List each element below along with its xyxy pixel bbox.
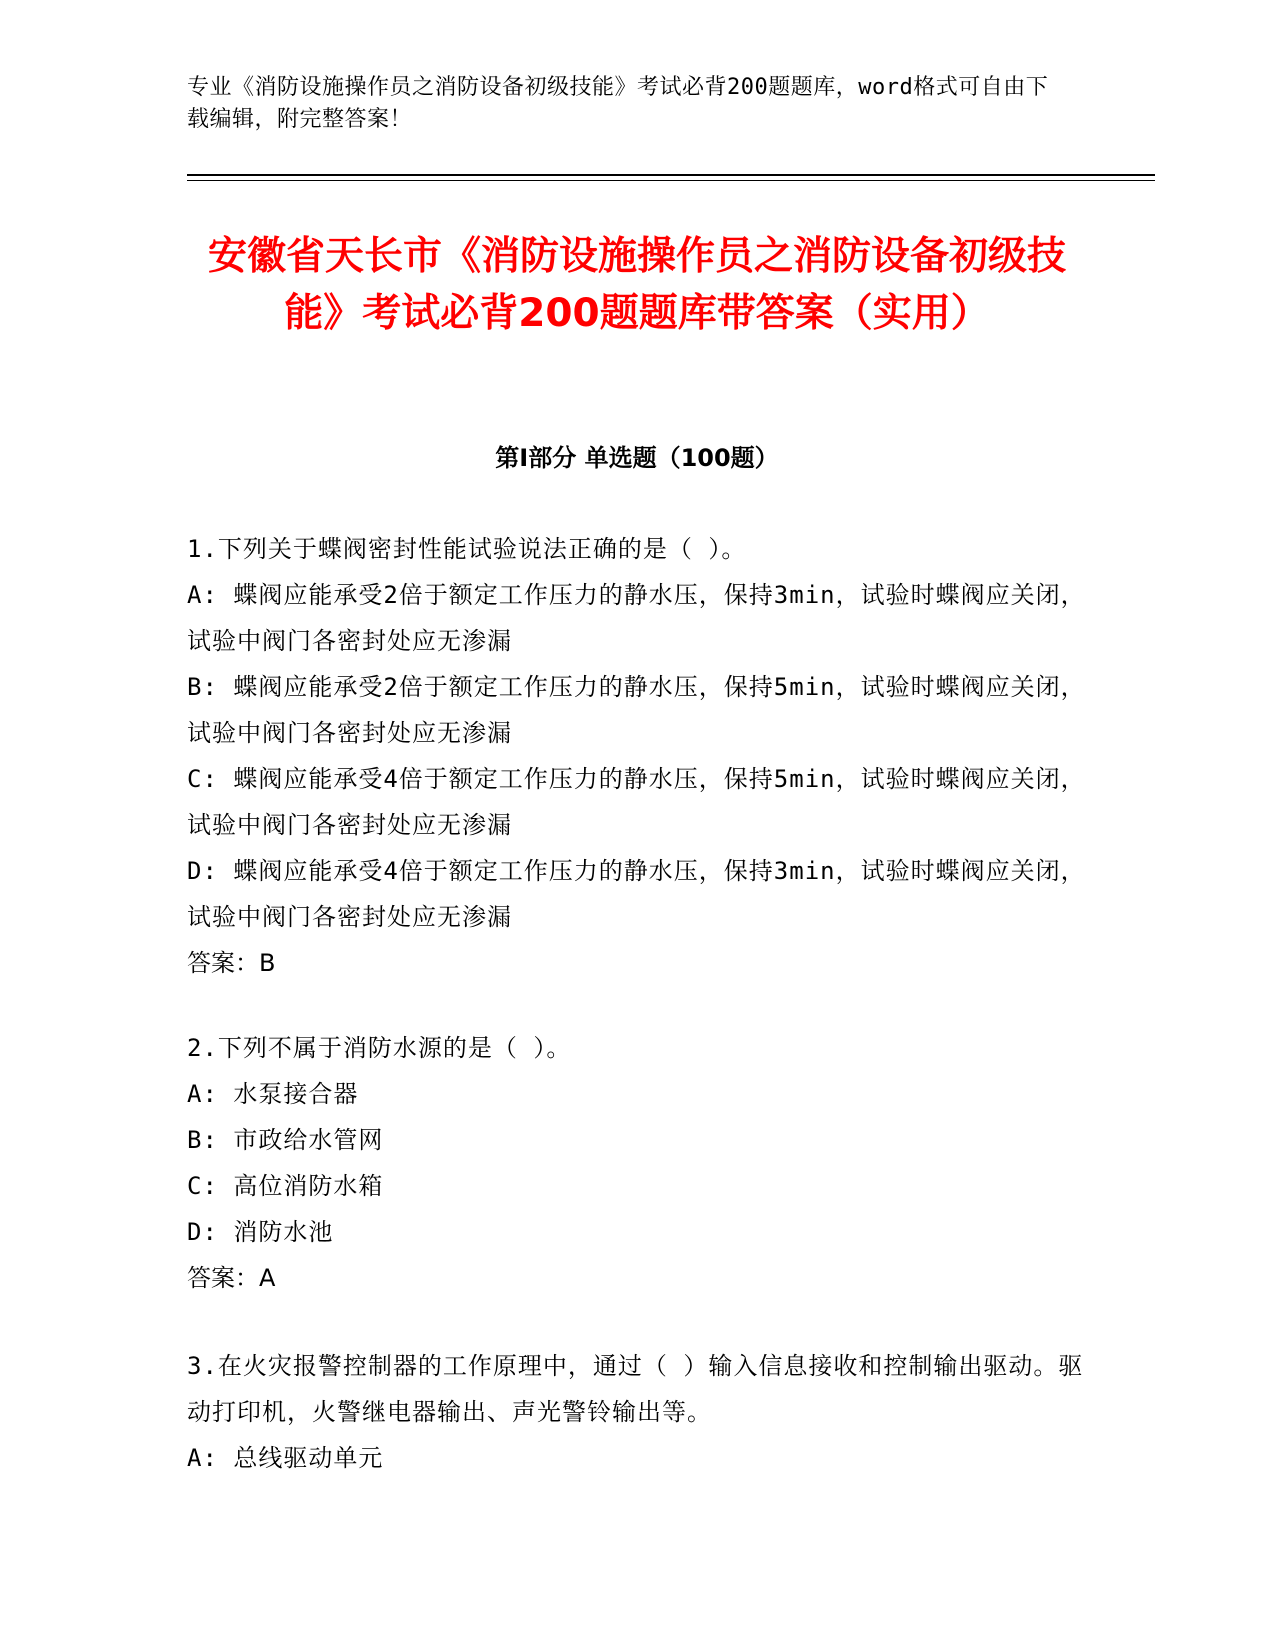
option-d: D: 蝶阀应能承受4倍于额定工作压力的静水压，保持3min，试验时蝶阀应关闭，试验中阀门各密封处应无渗漏 <box>187 857 1086 931</box>
question-stem: 2.下列不属于消防水源的是（ ）。 <box>187 1034 572 1062</box>
option-b: B: 市政给水管网 <box>187 1126 384 1154</box>
question-3 <box>187 1343 1087 1481</box>
section-heading: 第I部分 单选题（100题） <box>495 444 779 472</box>
question-2 <box>187 1025 1087 1301</box>
question-stem: 1.下列关于蝶阀密封性能试验说法正确的是（ ）。 <box>187 535 747 563</box>
option-a: A: 蝶阀应能承受2倍于额定工作压力的静水压，保持3min，试验时蝶阀应关闭，试验中阀门各密封处应无渗漏 <box>187 581 1086 655</box>
answer: 答案：A <box>187 1264 276 1292</box>
option-a: A: 总线驱动单元 <box>187 1444 384 1472</box>
header-divider-thin <box>187 180 1155 181</box>
option-b: B: 蝶阀应能承受2倍于额定工作压力的静水压，保持5min，试验时蝶阀应关闭，试验中阀门各密封处应无渗漏 <box>187 673 1086 747</box>
option-c: C: 高位消防水箱 <box>187 1172 384 1200</box>
option-a: A: 水泵接合器 <box>187 1080 359 1108</box>
document-title: 安徽省天长市《消防设施操作员之消防设备初级技能》考试必背200题题库带答案（实用） <box>207 234 1066 336</box>
header-divider-thick <box>187 174 1155 176</box>
question-stem: 3.在火灾报警控制器的工作原理中，通过（ ）输入信息接收和控制输出驱动。驱动打印机，火警继电器输出、声光警铃输出等。 <box>187 1352 1084 1426</box>
header-note: 专业《消防设施操作员之消防设备初级技能》考试必背200题题库，word格式可自由下载编辑，附完整答案！ <box>187 75 1049 132</box>
option-d: D: 消防水池 <box>187 1218 334 1246</box>
option-c: C: 蝶阀应能承受4倍于额定工作压力的静水压，保持5min，试验时蝶阀应关闭，试验中阀门各密封处应无渗漏 <box>187 765 1086 839</box>
question-1 <box>187 526 1087 986</box>
answer: 答案：B <box>187 949 276 977</box>
